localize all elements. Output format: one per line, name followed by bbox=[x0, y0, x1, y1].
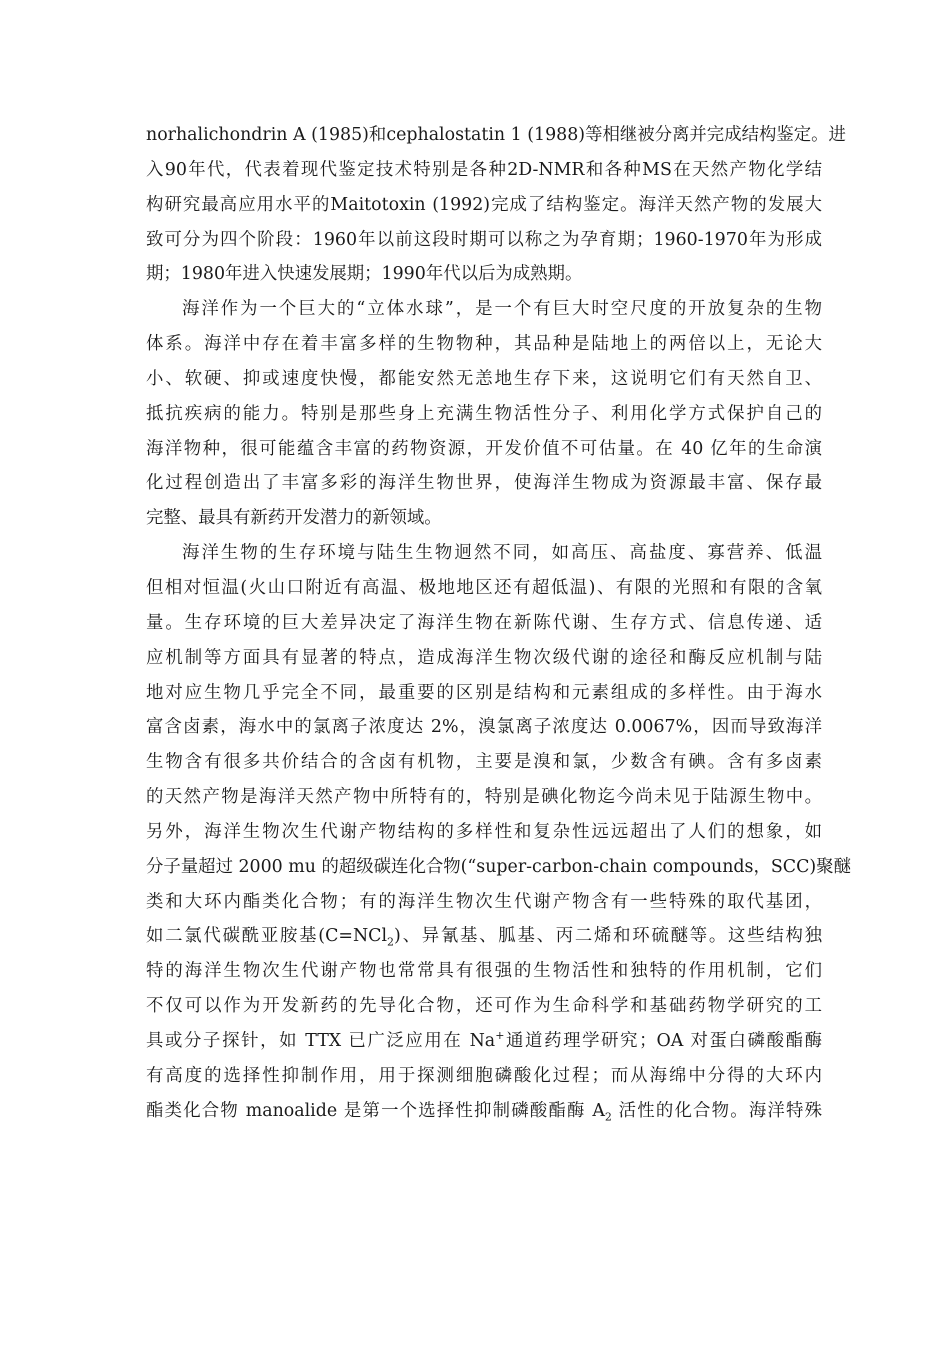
text-line: 特的海洋生物次生代谢产物也常常具有很强的生物活性和独特的作用机制，它们 bbox=[146, 961, 822, 982]
text-line: 入90年代，代表着现代鉴定技术特别是各种2D-NMR和各种MS在天然产物化学结 bbox=[146, 159, 822, 180]
text-line: 酯类化合物 manoalide 是第一个选择性抑制磷酸酯酶 $A_2$ 活性的化合物。海洋特殊 bbox=[146, 1100, 822, 1124]
text-line: 期；1980年进入快速发展期；1990年代以后为成熟期。 bbox=[146, 264, 583, 285]
paragraph-history bbox=[146, 118, 846, 292]
text-line: 具或分子探针，如 TTX 已广泛应用在 Na+通道药理学研究；OA 对蛋白磷酸酯酶 bbox=[146, 1029, 822, 1051]
text-line: 构研究最高应用水平的Maitotoxin (1992)完成了结构鉴定。海洋天然产物的发展大 bbox=[146, 194, 822, 215]
text-line: 生物含有很多共价结合的含卤有机物，主要是溴和氯，少数含有碘。含有多卤素 bbox=[146, 752, 822, 773]
text-line: 不仅可以作为开发新药的先导化合物，还可作为生命科学和基础药物学研究的工 bbox=[146, 996, 822, 1017]
text-line: 化过程创造出了丰富多彩的海洋生物世界，使海洋生物成为资源最丰富、保存最 bbox=[146, 473, 822, 494]
text-line: 但相对恒温(火山口附近有高温、极地地区还有超低温)、有限的光照和有限的含氧 bbox=[146, 577, 822, 598]
text-line: 小、软硬、抑或速度快慢，都能安然无恙地生存下来，这说明它们有天然自卫、 bbox=[146, 368, 822, 389]
paragraph-environment bbox=[146, 536, 851, 1128]
text-line: 类和大环内酯类化合物；有的海洋生物次生代谢产物含有一些特殊的取代基团， bbox=[146, 891, 822, 912]
text-line: 如二氯代碳酰亚胺基(C=NCl$_2$)、异氰基、胍基、丙二烯和环硫醚等。这些结构独 bbox=[146, 926, 822, 949]
text-line: 致可分为四个阶段：1960年以前这段时期可以称之为孕育期；1960-1970年为形成 bbox=[146, 229, 822, 250]
text-line: 海洋作为一个巨大的“立体水球”，是一个有巨大时空尺度的开放复杂的生物 bbox=[182, 299, 822, 320]
text-line: 有高度的选择性抑制作用，用于探测细胞磷酸化过程；而从海绵中分得的大环内 bbox=[146, 1065, 822, 1086]
text-line: 抵抗疾病的能力。特别是那些身上充满生物活性分子、利用化学方式保护自己的 bbox=[146, 403, 822, 424]
text-line: 海洋物种，很可能蕴含丰富的药物资源，开发价值不可估量。在 40 亿年的生命演 bbox=[146, 438, 822, 459]
document-page bbox=[146, 118, 851, 1128]
text-line: 分子量超过 2000 mu 的超级碳连化合物(“super-carbon-chain compounds，SCC)聚醚 bbox=[146, 856, 851, 877]
text-line: 完整、最具有新药开发潜力的新领域。 bbox=[146, 508, 442, 529]
text-line: 富含卤素，海水中的氯离子浓度达 2%，溴氯离子浓度达 0.0067%，因而导致海洋 bbox=[146, 717, 822, 738]
text-line: 海洋生物的生存环境与陆生生物迥然不同，如高压、高盐度、寡营养、低温 bbox=[182, 543, 822, 564]
text-line: 应机制等方面具有显著的特点，造成海洋生物次级代谢的途径和酶反应机制与陆 bbox=[146, 647, 822, 668]
text-line: 体系。海洋中存在着丰富多样的生物物种，其品种是陆地上的两倍以上，无论大 bbox=[146, 334, 822, 355]
text-line: 地对应生物几乎完全不同，最重要的区别是结构和元素组成的多样性。由于海水 bbox=[146, 682, 822, 703]
text-line: 量。生存环境的巨大差异决定了海洋生物在新陈代谢、生存方式、信息传递、适 bbox=[146, 612, 822, 633]
paragraph-ocean-system bbox=[146, 292, 822, 536]
text-line: norhalichondrin A (1985)和cephalostatin 1 (1988)等相继被分离并完成结构鉴定。进 bbox=[146, 125, 846, 145]
text-line: 另外，海洋生物次生代谢产物结构的多样性和复杂性远远超出了人们的想象，如 bbox=[146, 821, 822, 842]
text-line: 的天然产物是海洋天然产物中所特有的，特别是碘化物迄今尚未见于陆源生物中。 bbox=[146, 787, 822, 808]
